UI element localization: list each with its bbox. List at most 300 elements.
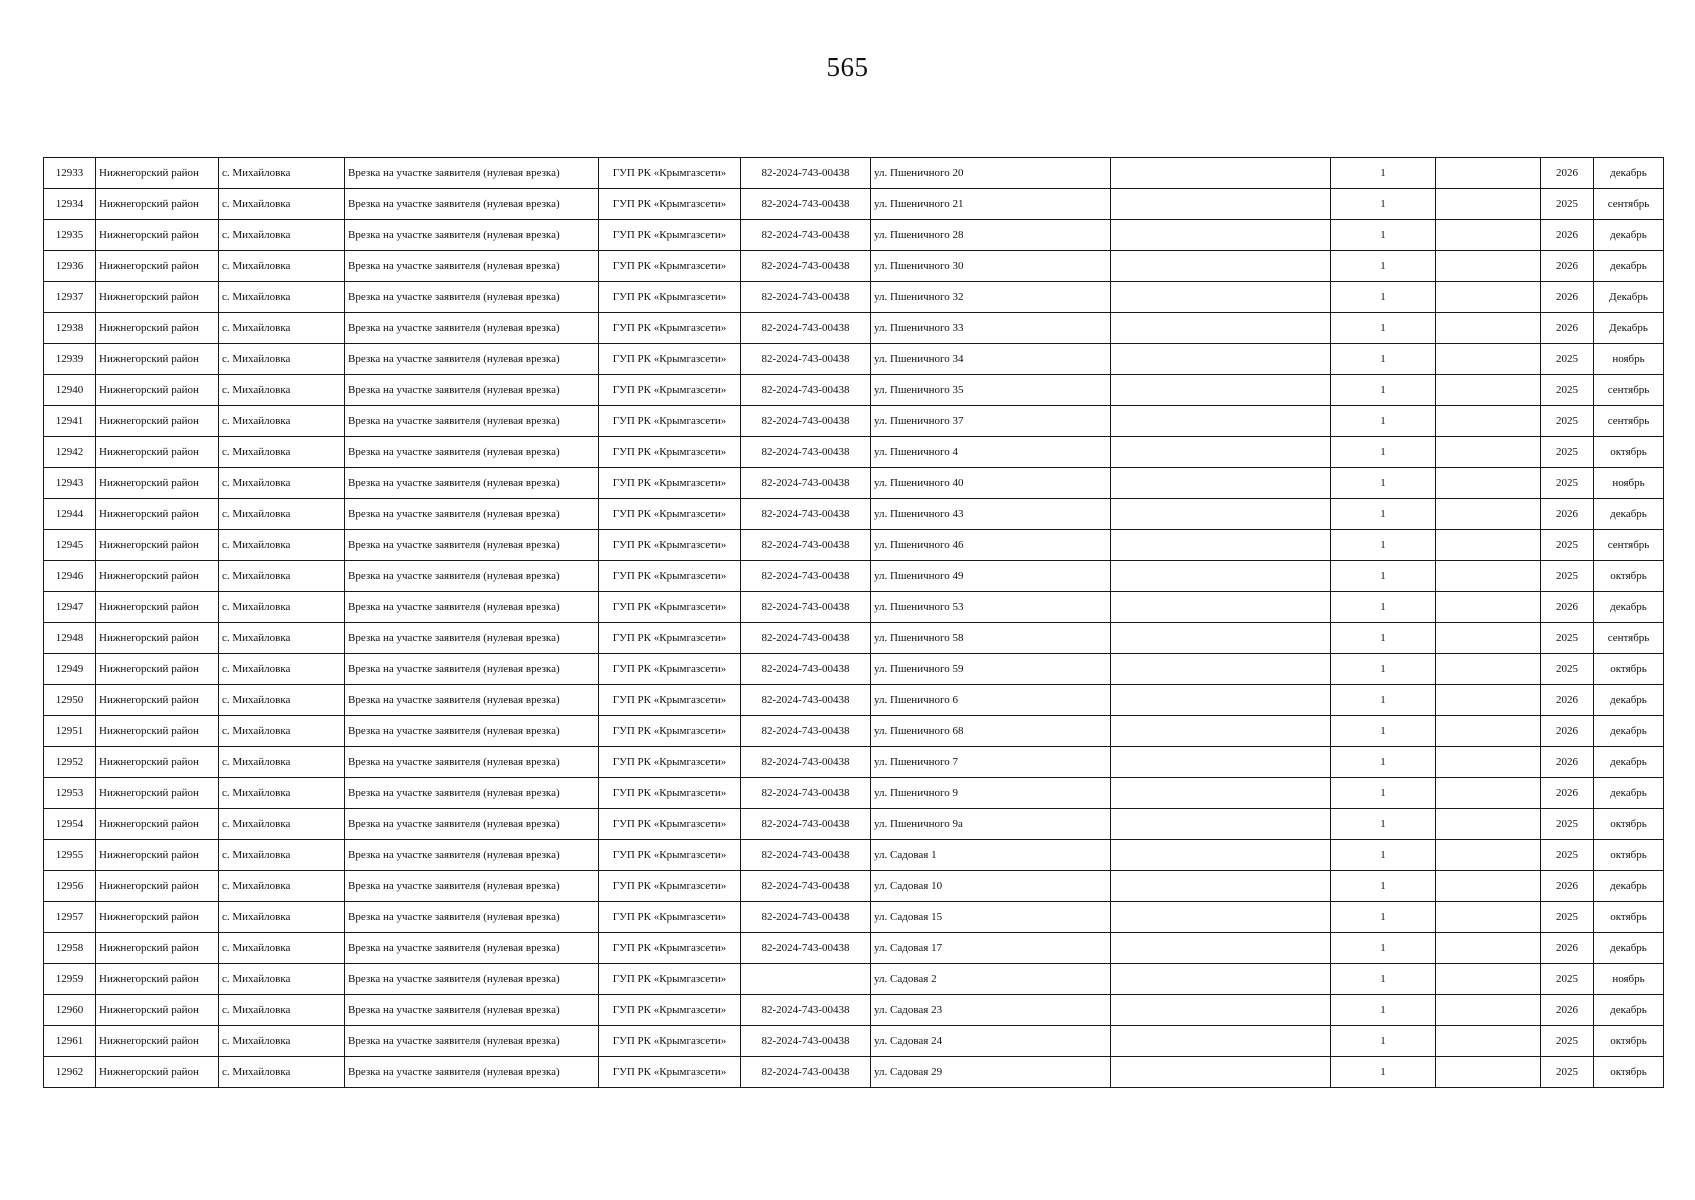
cell-org: ГУП РК «Крымгазсети» [599,406,741,437]
cell-qty: 1 [1331,964,1436,995]
cell-id: 12960 [44,995,96,1026]
cell-org: ГУП РК «Крымгазсети» [599,871,741,902]
cell-district: Нижнегорский район [96,964,219,995]
cell-empty [1111,499,1331,530]
cell-org: ГУП РК «Крымгазсети» [599,282,741,313]
cell-district: Нижнегорский район [96,282,219,313]
cell-month: сентябрь [1594,406,1664,437]
cell-work: Врезка на участке заявителя (нулевая врезка) [345,995,599,1026]
cell-id: 12949 [44,654,96,685]
cell-empty [1436,809,1541,840]
cell-org: ГУП РК «Крымгазсети» [599,530,741,561]
cell-village: с. Михайловка [219,375,345,406]
cell-org: ГУП РК «Крымгазсети» [599,437,741,468]
cell-empty [1111,871,1331,902]
cell-empty [1436,375,1541,406]
cell-district: Нижнегорский район [96,654,219,685]
cell-org: ГУП РК «Крымгазсети» [599,840,741,871]
cell-id: 12945 [44,530,96,561]
cell-work: Врезка на участке заявителя (нулевая врезка) [345,747,599,778]
cell-empty [1111,251,1331,282]
cell-village: с. Михайловка [219,344,345,375]
cell-district: Нижнегорский район [96,158,219,189]
cell-address: ул. Пшеничного 20 [871,158,1111,189]
cell-empty [1111,995,1331,1026]
cell-address: ул. Садовая 15 [871,902,1111,933]
cell-empty [1436,158,1541,189]
cell-month: декабрь [1594,685,1664,716]
cell-empty [1111,530,1331,561]
cell-month: декабрь [1594,251,1664,282]
cell-org: ГУП РК «Крымгазсети» [599,716,741,747]
cell-qty: 1 [1331,902,1436,933]
cell-qty: 1 [1331,375,1436,406]
cell-village: с. Михайловка [219,1057,345,1088]
cell-contract: 82-2024-743-00438 [741,251,871,282]
cell-address: ул. Пшеничного 40 [871,468,1111,499]
cell-year: 2026 [1541,313,1594,344]
cell-district: Нижнегорский район [96,1026,219,1057]
cell-empty [1436,964,1541,995]
cell-empty [1436,871,1541,902]
cell-month: октябрь [1594,809,1664,840]
cell-work: Врезка на участке заявителя (нулевая врезка) [345,1026,599,1057]
cell-village: с. Михайловка [219,778,345,809]
cell-district: Нижнегорский район [96,437,219,468]
cell-work: Врезка на участке заявителя (нулевая врезка) [345,375,599,406]
cell-month: декабрь [1594,747,1664,778]
table-row [44,1057,1664,1088]
cell-month: ноябрь [1594,468,1664,499]
cell-work: Врезка на участке заявителя (нулевая врезка) [345,313,599,344]
cell-address: ул. Садовая 1 [871,840,1111,871]
cell-month: декабрь [1594,499,1664,530]
cell-contract: 82-2024-743-00438 [741,282,871,313]
table-row [44,685,1664,716]
cell-district: Нижнегорский район [96,840,219,871]
cell-district: Нижнегорский район [96,189,219,220]
cell-empty [1436,437,1541,468]
cell-year: 2025 [1541,902,1594,933]
cell-empty [1111,282,1331,313]
cell-qty: 1 [1331,809,1436,840]
cell-address: ул. Садовая 23 [871,995,1111,1026]
cell-qty: 1 [1331,313,1436,344]
cell-id: 12935 [44,220,96,251]
cell-contract: 82-2024-743-00438 [741,902,871,933]
table-row [44,220,1664,251]
cell-work: Врезка на участке заявителя (нулевая врезка) [345,623,599,654]
cell-work: Врезка на участке заявителя (нулевая врезка) [345,716,599,747]
cell-village: с. Михайловка [219,623,345,654]
data-table [43,157,1664,1088]
cell-work: Врезка на участке заявителя (нулевая врезка) [345,344,599,375]
cell-work: Врезка на участке заявителя (нулевая врезка) [345,654,599,685]
cell-id: 12936 [44,251,96,282]
cell-qty: 1 [1331,840,1436,871]
cell-address: ул. Пшеничного 58 [871,623,1111,654]
cell-empty [1436,220,1541,251]
cell-org: ГУП РК «Крымгазсети» [599,313,741,344]
cell-district: Нижнегорский район [96,468,219,499]
cell-address: ул. Пшеничного 32 [871,282,1111,313]
cell-qty: 1 [1331,344,1436,375]
cell-org: ГУП РК «Крымгазсети» [599,1057,741,1088]
cell-work: Врезка на участке заявителя (нулевая врезка) [345,499,599,530]
cell-month: октябрь [1594,902,1664,933]
table-row [44,468,1664,499]
cell-contract: 82-2024-743-00438 [741,499,871,530]
cell-empty [1436,499,1541,530]
cell-empty [1111,189,1331,220]
cell-work: Врезка на участке заявителя (нулевая врезка) [345,437,599,468]
cell-empty [1111,1057,1331,1088]
cell-contract: 82-2024-743-00438 [741,809,871,840]
table-row [44,282,1664,313]
cell-id: 12959 [44,964,96,995]
cell-qty: 1 [1331,654,1436,685]
cell-year: 2025 [1541,468,1594,499]
cell-address: ул. Пшеничного 33 [871,313,1111,344]
cell-empty [1111,964,1331,995]
cell-contract: 82-2024-743-00438 [741,623,871,654]
cell-contract: 82-2024-743-00438 [741,592,871,623]
cell-village: с. Михайловка [219,313,345,344]
cell-qty: 1 [1331,406,1436,437]
cell-id: 12952 [44,747,96,778]
cell-contract: 82-2024-743-00438 [741,871,871,902]
cell-year: 2026 [1541,995,1594,1026]
table-row [44,716,1664,747]
cell-qty: 1 [1331,716,1436,747]
cell-id: 12942 [44,437,96,468]
cell-empty [1111,375,1331,406]
cell-id: 12948 [44,623,96,654]
cell-year: 2026 [1541,158,1594,189]
cell-address: ул. Пшеничного 30 [871,251,1111,282]
cell-empty [1436,933,1541,964]
cell-qty: 1 [1331,437,1436,468]
cell-address: ул. Пшеничного 59 [871,654,1111,685]
table-row [44,933,1664,964]
cell-empty [1436,344,1541,375]
cell-work: Врезка на участке заявителя (нулевая врезка) [345,933,599,964]
cell-empty [1436,716,1541,747]
cell-work: Врезка на участке заявителя (нулевая врезка) [345,871,599,902]
cell-address: ул. Пшеничного 9а [871,809,1111,840]
cell-district: Нижнегорский район [96,344,219,375]
cell-contract: 82-2024-743-00438 [741,561,871,592]
cell-org: ГУП РК «Крымгазсети» [599,468,741,499]
table-row [44,592,1664,623]
cell-org: ГУП РК «Крымгазсети» [599,251,741,282]
cell-work: Врезка на участке заявителя (нулевая врезка) [345,1057,599,1088]
cell-month: октябрь [1594,840,1664,871]
cell-empty [1111,592,1331,623]
cell-address: ул. Пшеничного 49 [871,561,1111,592]
cell-village: с. Михайловка [219,561,345,592]
cell-village: с. Михайловка [219,189,345,220]
cell-empty [1436,530,1541,561]
cell-id: 12961 [44,1026,96,1057]
cell-empty [1111,809,1331,840]
cell-year: 2025 [1541,840,1594,871]
table-row [44,251,1664,282]
cell-id: 12956 [44,871,96,902]
cell-district: Нижнегорский район [96,592,219,623]
cell-work: Врезка на участке заявителя (нулевая врезка) [345,189,599,220]
cell-empty [1436,313,1541,344]
cell-district: Нижнегорский район [96,778,219,809]
cell-address: ул. Садовая 17 [871,933,1111,964]
cell-empty [1111,406,1331,437]
table-row [44,995,1664,1026]
cell-org: ГУП РК «Крымгазсети» [599,375,741,406]
table-row [44,778,1664,809]
cell-district: Нижнегорский район [96,623,219,654]
cell-district: Нижнегорский район [96,809,219,840]
cell-village: с. Михайловка [219,592,345,623]
cell-address: ул. Пшеничного 34 [871,344,1111,375]
cell-id: 12947 [44,592,96,623]
cell-year: 2026 [1541,251,1594,282]
cell-empty [1436,685,1541,716]
cell-year: 2026 [1541,220,1594,251]
cell-village: с. Михайловка [219,747,345,778]
cell-year: 2026 [1541,282,1594,313]
cell-qty: 1 [1331,623,1436,654]
cell-empty [1436,623,1541,654]
cell-org: ГУП РК «Крымгазсети» [599,189,741,220]
cell-contract: 82-2024-743-00438 [741,530,871,561]
cell-org: ГУП РК «Крымгазсети» [599,623,741,654]
cell-district: Нижнегорский район [96,902,219,933]
cell-year: 2026 [1541,499,1594,530]
cell-id: 12955 [44,840,96,871]
cell-year: 2025 [1541,1026,1594,1057]
cell-village: с. Михайловка [219,902,345,933]
cell-work: Врезка на участке заявителя (нулевая врезка) [345,220,599,251]
table-wrapper [43,157,1664,1088]
cell-empty [1111,468,1331,499]
cell-district: Нижнегорский район [96,530,219,561]
cell-year: 2025 [1541,437,1594,468]
cell-id: 12940 [44,375,96,406]
cell-empty [1436,468,1541,499]
cell-village: с. Михайловка [219,468,345,499]
cell-contract: 82-2024-743-00438 [741,158,871,189]
cell-village: с. Михайловка [219,871,345,902]
cell-month: октябрь [1594,1026,1664,1057]
cell-village: с. Михайловка [219,158,345,189]
table-row [44,902,1664,933]
cell-year: 2026 [1541,871,1594,902]
cell-village: с. Михайловка [219,437,345,468]
cell-month: декабрь [1594,220,1664,251]
table-body [44,158,1664,1088]
cell-district: Нижнегорский район [96,499,219,530]
table-row [44,189,1664,220]
cell-district: Нижнегорский район [96,220,219,251]
cell-month: декабрь [1594,778,1664,809]
cell-org: ГУП РК «Крымгазсети» [599,561,741,592]
table-row [44,871,1664,902]
cell-qty: 1 [1331,220,1436,251]
cell-district: Нижнегорский район [96,313,219,344]
cell-work: Врезка на участке заявителя (нулевая врезка) [345,468,599,499]
cell-work: Врезка на участке заявителя (нулевая врезка) [345,282,599,313]
cell-org: ГУП РК «Крымгазсети» [599,685,741,716]
cell-month: Декабрь [1594,313,1664,344]
cell-empty [1111,561,1331,592]
cell-village: с. Михайловка [219,220,345,251]
cell-contract: 82-2024-743-00438 [741,406,871,437]
cell-year: 2025 [1541,375,1594,406]
cell-id: 12953 [44,778,96,809]
cell-address: ул. Пшеничного 46 [871,530,1111,561]
cell-contract: 82-2024-743-00438 [741,716,871,747]
cell-month: декабрь [1594,716,1664,747]
page-number: 565 [826,52,869,82]
cell-empty [1111,158,1331,189]
cell-year: 2026 [1541,747,1594,778]
cell-empty [1111,220,1331,251]
cell-empty [1436,747,1541,778]
cell-qty: 1 [1331,778,1436,809]
cell-year: 2026 [1541,592,1594,623]
cell-qty: 1 [1331,685,1436,716]
cell-empty [1111,840,1331,871]
cell-qty: 1 [1331,158,1436,189]
table-row [44,1026,1664,1057]
cell-org: ГУП РК «Крымгазсети» [599,220,741,251]
cell-village: с. Михайловка [219,406,345,437]
cell-empty [1436,995,1541,1026]
table-row [44,530,1664,561]
cell-year: 2025 [1541,530,1594,561]
cell-empty [1111,716,1331,747]
cell-year: 2026 [1541,685,1594,716]
cell-village: с. Михайловка [219,499,345,530]
cell-village: с. Михайловка [219,685,345,716]
cell-address: ул. Садовая 2 [871,964,1111,995]
cell-district: Нижнегорский район [96,406,219,437]
cell-contract: 82-2024-743-00438 [741,995,871,1026]
cell-id: 12954 [44,809,96,840]
cell-month: октябрь [1594,1057,1664,1088]
cell-empty [1111,685,1331,716]
cell-id: 12957 [44,902,96,933]
cell-qty: 1 [1331,251,1436,282]
cell-work: Врезка на участке заявителя (нулевая врезка) [345,251,599,282]
cell-year: 2025 [1541,189,1594,220]
cell-id: 12946 [44,561,96,592]
cell-address: ул. Пшеничного 37 [871,406,1111,437]
cell-work: Врезка на участке заявителя (нулевая врезка) [345,685,599,716]
cell-qty: 1 [1331,871,1436,902]
cell-year: 2025 [1541,406,1594,437]
cell-district: Нижнегорский район [96,685,219,716]
cell-district: Нижнегорский район [96,561,219,592]
cell-empty [1436,840,1541,871]
table-row [44,375,1664,406]
cell-id: 12934 [44,189,96,220]
cell-contract: 82-2024-743-00438 [741,1026,871,1057]
cell-qty: 1 [1331,592,1436,623]
cell-district: Нижнегорский район [96,995,219,1026]
cell-address: ул. Пшеничного 4 [871,437,1111,468]
cell-empty [1436,282,1541,313]
cell-year: 2025 [1541,623,1594,654]
cell-month: октябрь [1594,654,1664,685]
cell-contract: 82-2024-743-00438 [741,1057,871,1088]
cell-empty [1111,1026,1331,1057]
cell-village: с. Михайловка [219,995,345,1026]
cell-work: Врезка на участке заявителя (нулевая врезка) [345,809,599,840]
cell-year: 2025 [1541,561,1594,592]
cell-contract: 82-2024-743-00438 [741,375,871,406]
cell-empty [1436,189,1541,220]
cell-empty [1436,778,1541,809]
cell-org: ГУП РК «Крымгазсети» [599,902,741,933]
cell-id: 12933 [44,158,96,189]
cell-org: ГУП РК «Крымгазсети» [599,933,741,964]
cell-address: ул. Пшеничного 7 [871,747,1111,778]
cell-qty: 1 [1331,561,1436,592]
table-row [44,158,1664,189]
cell-contract: 82-2024-743-00438 [741,778,871,809]
cell-work: Врезка на участке заявителя (нулевая врезка) [345,964,599,995]
cell-district: Нижнегорский район [96,871,219,902]
cell-address: ул. Садовая 24 [871,1026,1111,1057]
cell-month: октябрь [1594,561,1664,592]
cell-month: декабрь [1594,995,1664,1026]
cell-address: ул. Садовая 29 [871,1057,1111,1088]
cell-id: 12937 [44,282,96,313]
cell-contract: 82-2024-743-00438 [741,313,871,344]
cell-year: 2025 [1541,1057,1594,1088]
cell-village: с. Михайловка [219,530,345,561]
cell-address: ул. Пшеничного 35 [871,375,1111,406]
cell-qty: 1 [1331,1026,1436,1057]
table-row [44,344,1664,375]
cell-id: 12958 [44,933,96,964]
cell-village: с. Михайловка [219,282,345,313]
cell-contract: 82-2024-743-00438 [741,933,871,964]
cell-year: 2026 [1541,933,1594,964]
cell-village: с. Михайловка [219,933,345,964]
cell-qty: 1 [1331,499,1436,530]
cell-contract: 82-2024-743-00438 [741,437,871,468]
cell-month: декабрь [1594,592,1664,623]
cell-empty [1111,344,1331,375]
cell-empty [1111,747,1331,778]
cell-qty: 1 [1331,1057,1436,1088]
cell-work: Врезка на участке заявителя (нулевая врезка) [345,840,599,871]
cell-work: Врезка на участке заявителя (нулевая врезка) [345,902,599,933]
table-row [44,623,1664,654]
cell-empty [1111,778,1331,809]
cell-empty [1436,592,1541,623]
cell-empty [1111,933,1331,964]
table-row [44,437,1664,468]
cell-contract: 82-2024-743-00438 [741,189,871,220]
cell-address: ул. Пшеничного 6 [871,685,1111,716]
cell-address: ул. Пшеничного 9 [871,778,1111,809]
cell-year: 2026 [1541,716,1594,747]
cell-contract: 82-2024-743-00438 [741,747,871,778]
table-row [44,561,1664,592]
